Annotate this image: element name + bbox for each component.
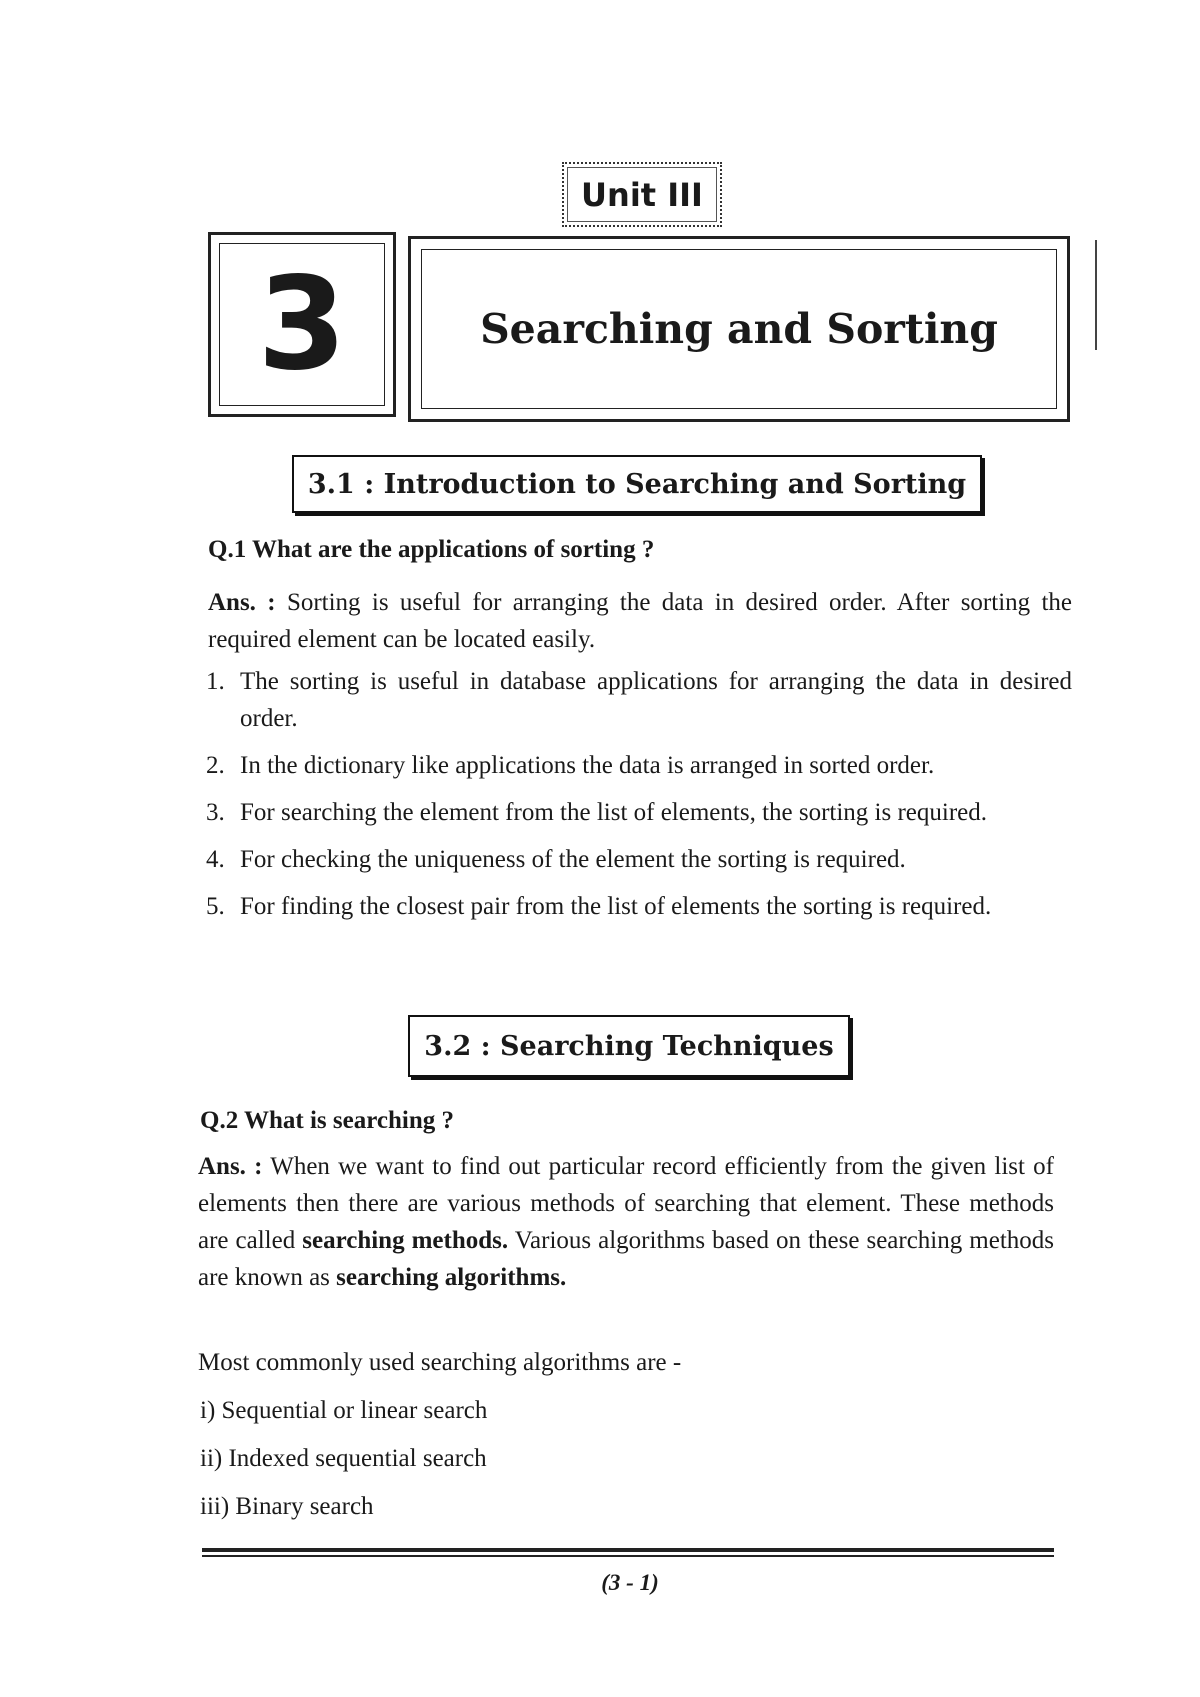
list-item-text: For checking the uniqueness of the element the sorting is required. — [240, 846, 906, 873]
question-2: Q.2 What is searching ? — [200, 1107, 454, 1134]
list-item-text: In the dictionary like applications the data is arranged in sorted order. — [240, 752, 935, 779]
chapter-title-box — [408, 236, 1070, 422]
answer-2-text-part2: Various algorithms based on these searching methods are known as — [198, 1227, 1055, 1291]
list-item-number: 5. — [206, 893, 225, 920]
list-item — [206, 794, 1072, 831]
answer-label: Ans. : — [198, 1153, 263, 1180]
answer-2 — [198, 1148, 1054, 1296]
applications-list — [206, 663, 1072, 925]
chapter-title: Searching and Sorting — [421, 249, 1057, 409]
list-item-text: For finding the closest pair from the list of elements the sorting is required. — [240, 893, 992, 920]
algorithms-intro: Most commonly used searching algorithms are - — [198, 1349, 682, 1376]
list-item — [206, 663, 1072, 737]
question-1: Q.1 What are the applications of sorting ? — [208, 536, 655, 563]
chapter-number-box — [208, 232, 396, 417]
answer-1-text: Sorting is useful for arranging the data in desired order. After sorting the required element can be located easily. — [208, 589, 1073, 653]
section-heading-3-2: 3.2 : Searching Techniques — [408, 1015, 850, 1077]
list-item — [206, 888, 1072, 925]
chapter-number: 3 — [219, 243, 385, 406]
list-item-text: For searching the element from the list of elements, the sorting is required. — [240, 799, 988, 826]
footer-rule-thin — [202, 1555, 1054, 1557]
answer-2-text-part1: When we want to find out particular record efficiently from the given list of elements then there are various methods of searching that element. These methods are called — [198, 1153, 1054, 1254]
list-item-number: 2. — [206, 752, 225, 779]
unit-label: Unit III — [562, 162, 722, 227]
page-number: (3 - 1) — [601, 1570, 659, 1595]
answer-label: Ans. : — [208, 589, 276, 616]
footer-rule — [202, 1548, 1054, 1552]
algorithm-item: i) Sequential or linear search — [200, 1397, 488, 1424]
answer-1 — [208, 584, 1072, 658]
answer-2-bold-term2: searching algorithms. — [336, 1264, 567, 1291]
answer-2-bold-term1: searching methods. — [302, 1227, 509, 1254]
algorithm-item: ii) Indexed sequential search — [200, 1445, 487, 1472]
list-item — [206, 841, 1072, 878]
scan-edge-mark — [1095, 240, 1097, 350]
list-item-number: 3. — [206, 799, 225, 826]
section-heading-3-1: 3.1 : Introduction to Searching and Sorting — [292, 455, 982, 513]
list-item-number: 4. — [206, 846, 225, 873]
list-item-number: 1. — [206, 668, 225, 695]
algorithm-item: iii) Binary search — [200, 1493, 374, 1520]
list-item-text: The sorting is useful in database applications for arranging the data in desired order. — [240, 668, 1072, 732]
list-item — [206, 747, 1072, 784]
